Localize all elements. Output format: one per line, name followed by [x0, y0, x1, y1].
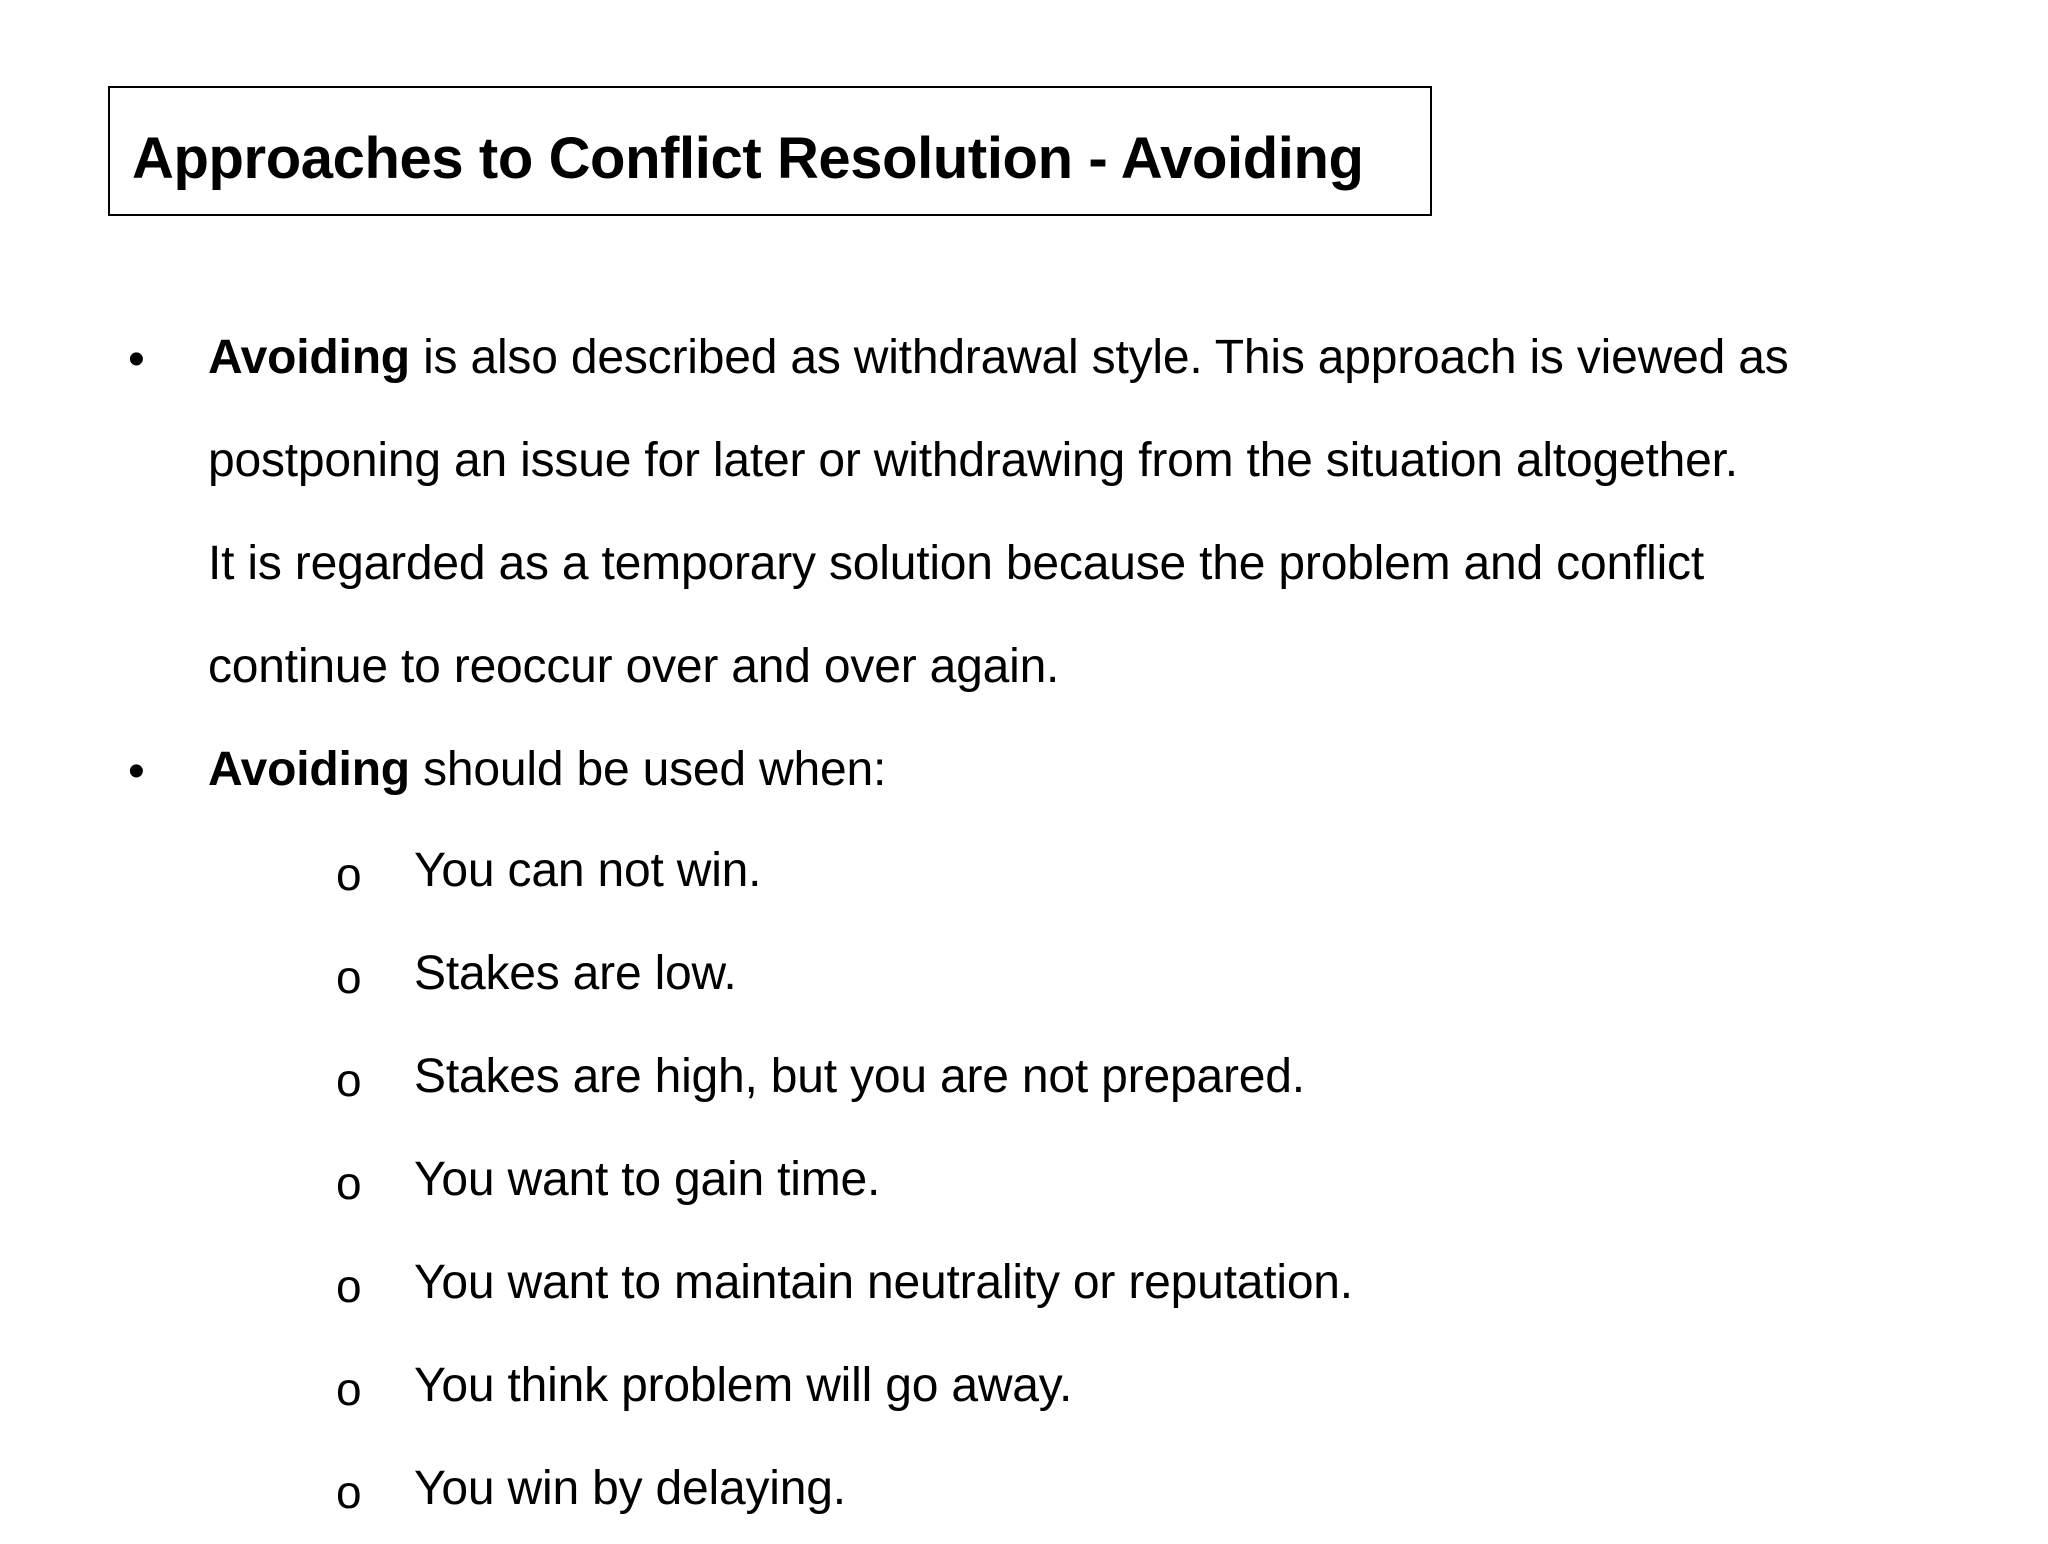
page-title: Approaches to Conflict Resolution - Avoiding — [132, 126, 1364, 191]
sub-bullet-text: You win by delaying. — [414, 1462, 846, 1515]
bullet-line-text: should be used when: — [409, 743, 887, 796]
bullet-line: It is regarded as a temporary solution because the problem and conflict — [208, 537, 1704, 590]
sub-bullet-marker: o — [336, 1466, 362, 1518]
sub-bullet-item — [0, 1441, 2048, 1544]
bullet-line — [208, 306, 2008, 409]
sub-bullet-text: You want to gain time. — [414, 1153, 881, 1206]
bullet-lead-term: Avoiding — [208, 743, 410, 796]
sub-bullet-item — [0, 823, 2048, 926]
bullet-lead-term: Avoiding — [208, 331, 410, 384]
sub-bullet-text: Stakes are high, but you are not prepared. — [414, 1050, 1305, 1103]
sub-bullet-marker: o — [336, 951, 362, 1003]
sub-bullet-marker: o — [336, 848, 362, 900]
sub-bullet-text: You can not win. — [414, 844, 762, 897]
bullet-text — [208, 718, 2008, 821]
sub-bullet-marker: o — [336, 1260, 362, 1312]
sub-bullet-marker: o — [336, 1157, 362, 1209]
sub-bullet-text: You think problem will go away. — [414, 1359, 1073, 1412]
bullet-line — [208, 718, 2008, 821]
sub-bullet-item — [0, 1235, 2048, 1338]
sub-bullet-marker: o — [336, 1363, 362, 1415]
sub-bullet-item — [0, 1338, 2048, 1441]
bullet-marker: • — [128, 333, 145, 386]
sub-bullet-item — [0, 926, 2048, 1029]
sub-bullet-item — [0, 1029, 2048, 1132]
sub-bullet-text: You want to maintain neutrality or reputation. — [414, 1256, 1353, 1309]
sub-bullet-item — [0, 1132, 2048, 1235]
bullet-line: postponing an issue for later or withdrawing from the situation altogether. — [208, 434, 1738, 487]
bullet-marker: • — [128, 745, 145, 798]
bullet-line: continue to reoccur over and over again. — [208, 640, 1060, 693]
sub-bullet-text: Stakes are low. — [414, 947, 737, 1000]
sub-bullet-marker: o — [336, 1054, 362, 1106]
bullet-line-text: is also described as withdrawal style. This approach is viewed as — [409, 331, 1789, 384]
bullet-text — [208, 306, 2008, 718]
